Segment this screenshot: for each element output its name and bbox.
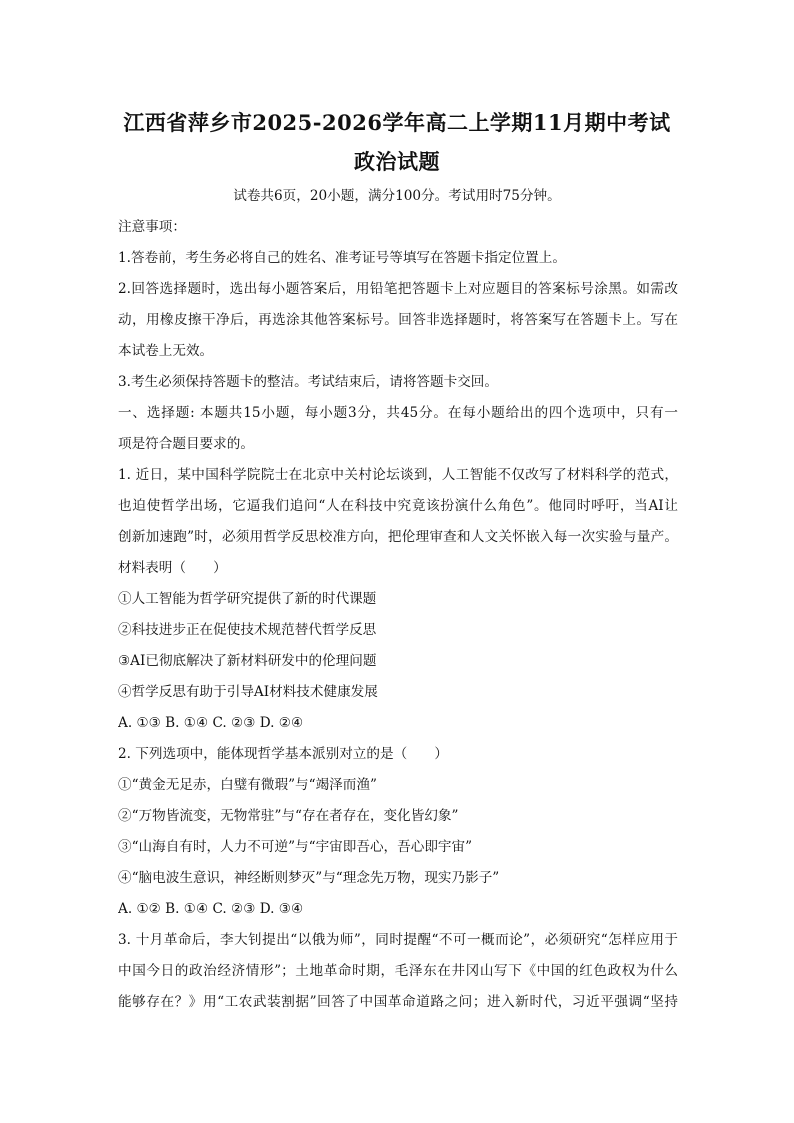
question-2-option: ③“山海自有时，人力不可逆”与“宇宙即吾心，吾心即宇宙” xyxy=(118,839,473,855)
question-1-stem: 也迫使哲学出场，它逼我们追问“人在科技中究竟该扮演什么角色”。他同时呼吁，当AI让 xyxy=(118,498,678,514)
note-line: 动，用橡皮擦干净后，再选涂其他答案标号。回答非选择题时，将答案写在答题卡上。写在 xyxy=(118,312,678,328)
question-2-option: ④“脑电波生意识，神经断则梦灭”与“理念先万物，现实乃影子” xyxy=(118,870,500,886)
question-2-option: ②“万物皆流变，无物常驻”与“存在者存在，变化皆幻象” xyxy=(118,808,459,824)
document-subtitle: 政治试题 xyxy=(354,149,440,174)
notes-heading: 注意事项： xyxy=(118,219,186,235)
section-heading-cont: 项是符合题目要求的。 xyxy=(118,436,254,452)
question-1-stem: 创新加速跑”时，必须用哲学反思校准方向，把伦理审查和人文关怀嵌入每一次实验与量产。 xyxy=(118,529,678,545)
question-1-option: ③AI已彻底解决了新材料研发中的伦理问题 xyxy=(118,653,377,669)
question-2-choices: A. ①② B. ①④ C. ②③ D. ③④ xyxy=(118,901,304,917)
note-line: 2.回答选择题时，选出每小题答案后，用铅笔把答题卡上对应题目的答案标号涂黑。如需改 xyxy=(118,281,678,297)
question-3-stem: 3. 十月革命后，李大钊提出“以俄为师”，同时提醒“不可一概而论”，必须研究“怎样应用于 xyxy=(118,932,678,948)
question-1-option: ④哲学反思有助于引导AI材料技术健康发展 xyxy=(118,684,378,700)
note-line: 本试卷上无效。 xyxy=(118,343,214,359)
note-line: 3.考生必须保持答题卡的整洁。考试结束后，请将答题卡交回。 xyxy=(118,374,498,390)
question-3-stem: 能够存在？》用“工农武装割据”回答了中国革命道路之问；进入新时代，习近平强调“坚持 xyxy=(118,994,678,1010)
question-1-choices: A. ①③ B. ①④ C. ②③ D. ②④ xyxy=(118,715,304,731)
question-2-stem: 2. 下列选项中，能体现哲学基本派别对立的是（ ） xyxy=(118,746,448,762)
question-1-option: ②科技进步正在促使技术规范替代哲学反思 xyxy=(118,622,377,638)
exam-info: 试卷共6页，20小题，满分100分。考试用时75分钟。 xyxy=(233,188,561,204)
question-3-stem: 中国今日的政治经济情形”；土地革命时期，毛泽东在井冈山写下《中国的红色政权为什么 xyxy=(118,963,678,979)
question-2-option: ①“黄金无足赤，白璧有微瑕”与“竭泽而渔” xyxy=(118,777,377,793)
question-1-stem: 1. 近日，某中国科学院院士在北京中关村论坛谈到，人工智能不仅改写了材料科学的范式， xyxy=(118,467,678,483)
section-heading: 一、选择题: 本题共15小题，每小题3分，共45分。在每小题给出的四个选项中，只有一 xyxy=(118,405,678,421)
question-1-option: ①人工智能为哲学研究提供了新的时代课题 xyxy=(118,591,377,607)
document-title: 江西省萍乡市2025-2026学年高二上学期11月期中考试 xyxy=(123,110,671,135)
note-line: 1.答卷前，考生务必将自己的姓名、准考证号等填写在答题卡指定位置上。 xyxy=(118,250,566,266)
question-1-stem: 材料表明（ ） xyxy=(118,560,227,576)
